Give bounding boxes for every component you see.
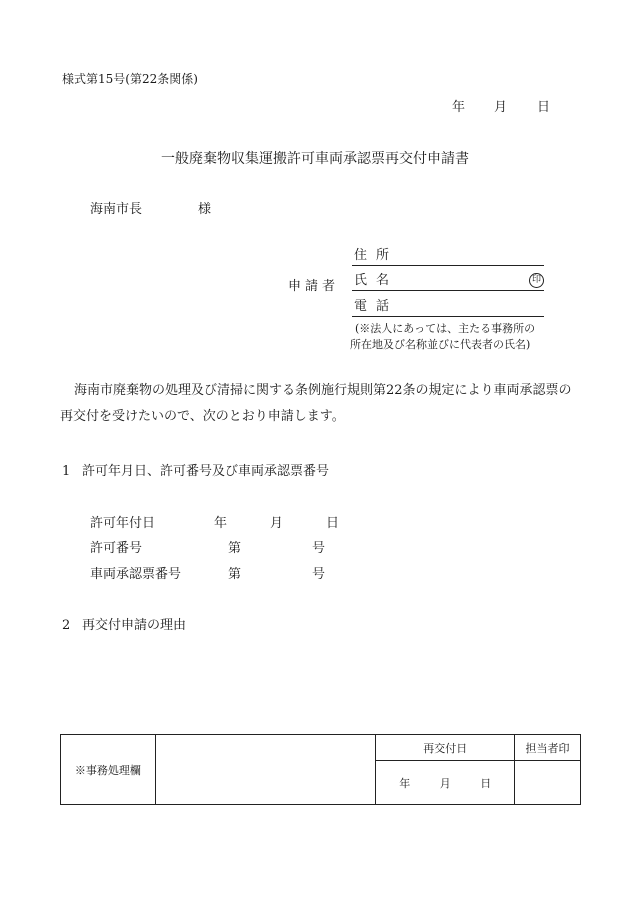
reissue-date-year: 年 [399,776,411,790]
phone-label-1: 電 [354,299,368,314]
reissue-date-day: 日 [480,776,492,790]
office-use-table [60,734,581,805]
addressee [90,198,211,217]
office-use-label: ※事務処理欄 [61,735,156,805]
section-1-title: 許可年月日、許可番号及び車両承認票番号 [82,464,330,479]
office-use-blank [155,735,376,805]
permit-number-label: 許可番号 [90,541,143,556]
permit-date-year: 年 [214,516,228,531]
permit-number-row [90,537,390,557]
permit-date-day: 日 [326,516,340,531]
applicant-note-line1: (※法人にあっては、主たる事務所の [355,322,536,335]
name-label-1: 氏 [354,273,368,288]
phone-field[interactable] [352,298,544,317]
date-month-label: 月 [494,100,508,115]
staff-seal-cell [515,761,581,805]
address-field[interactable] [352,247,544,266]
addressee-name: 海南市長 [90,202,143,217]
permit-date-label: 許可年付日 [90,516,156,531]
reissue-date-header: 再交付日 [376,735,515,761]
address-label-2: 所 [376,248,390,263]
vehicle-permit-label: 車両承認票番号 [90,567,182,582]
vehicle-permit-row [90,563,390,583]
phone-label-2: 話 [376,299,390,314]
name-label-2: 名 [376,273,390,288]
body-text: 海南市廃棄物の処理及び清掃に関する条例施行規則第22条の規定により車両承認票の再交付を受けたいので、次のとおり申請します。 [60,383,572,424]
permit-date-month: 月 [270,516,284,531]
form-number: 様式第15号(第22条関係) [62,72,198,86]
section-2-heading [62,614,186,633]
seal-icon: 印 [529,273,544,288]
date-year-label: 年 [452,100,466,115]
section-2-number: 2 [62,618,71,633]
reissue-date-cell [376,761,515,805]
section-1-number: 1 [62,464,71,479]
section-2-title: 再交付申請の理由 [82,618,187,633]
vehicle-permit-suffix: 号 [312,567,326,582]
document-title: 一般廃棄物収集運搬許可車両承認票再交付申請書 [161,151,469,167]
section-1-heading [62,460,329,479]
address-label-1: 住 [354,248,368,263]
addressee-honorific: 様 [198,202,212,217]
permit-date-row [90,512,390,532]
staff-seal-header: 担当者印 [515,735,581,761]
vehicle-permit-prefix: 第 [228,567,242,582]
permit-number-prefix: 第 [228,541,242,556]
date-day-label: 日 [537,100,551,115]
permit-number-suffix: 号 [312,541,326,556]
name-field[interactable] [352,272,544,291]
applicant-label: 申請者 [288,279,340,294]
reissue-date-month: 月 [439,776,451,790]
applicant-note-line2: 所在地及び名称並びに代表者の氏名) [350,338,531,351]
